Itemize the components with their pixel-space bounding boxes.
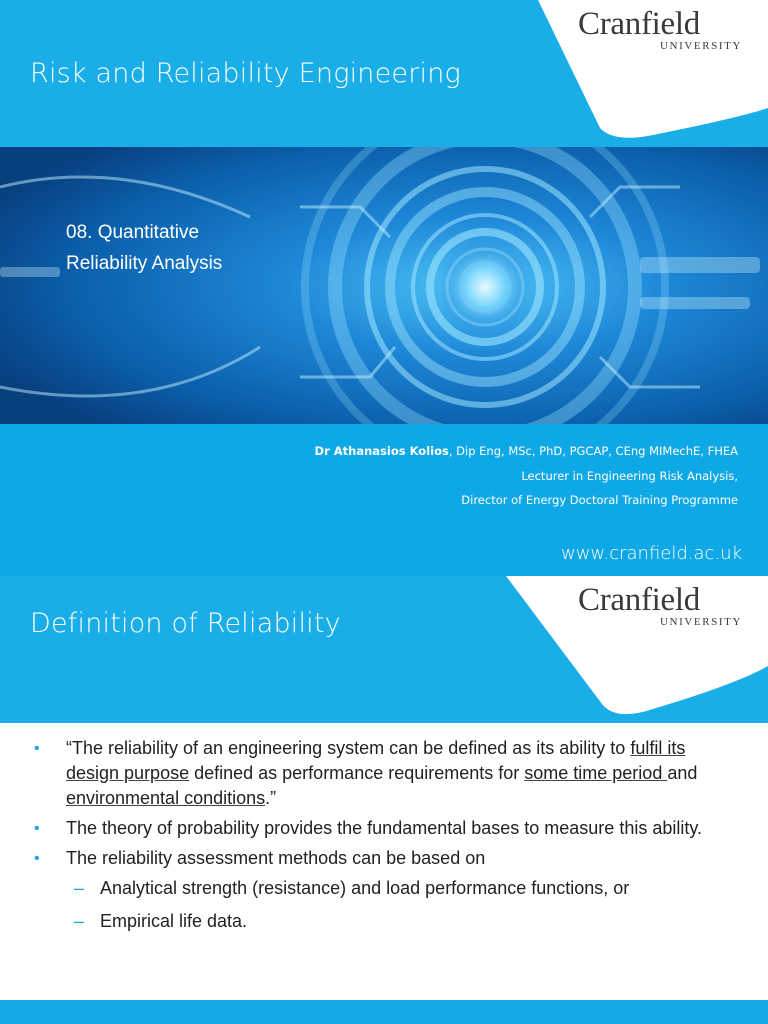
- hero-image: [0, 147, 768, 424]
- dash-icon: –: [74, 911, 85, 931]
- author-role-2: Director of Energy Doctoral Training Programme: [461, 493, 738, 507]
- author-line: [315, 444, 738, 458]
- bullet-icon: •: [34, 850, 40, 867]
- bullet-definition: • “The reliability of an engineering system can be defined as its ability to fulfil its design purpose defined as performance requirements for some time period and environmental conditions.”: [34, 738, 698, 808]
- author-credentials: , Dip Eng, MSc, PhD, PGCAP, CEng MIMechE, FHEA: [448, 444, 738, 458]
- bullet-probability: • The theory of probability provides the fundamental bases to measure this ability.: [34, 816, 740, 841]
- author-name: Dr Athanasios Kolios: [314, 444, 449, 458]
- bullet-list: [34, 736, 740, 942]
- footer-bar: [0, 1000, 768, 1024]
- bullet-methods: • The reliability assessment methods can be based on: [34, 846, 740, 871]
- sub-bullet-empirical: – Empirical life data.: [34, 909, 740, 934]
- tech-circle-illustration: [0, 147, 768, 424]
- bullet-icon: •: [34, 820, 40, 837]
- lecture-title: [66, 217, 222, 279]
- slide-title: Definition of Reliability: [30, 608, 341, 639]
- underlined-term: fulfil its design purpose: [66, 738, 686, 783]
- cranfield-logo: Cranfield: [578, 6, 700, 42]
- author-role-1: Lecturer in Engineering Risk Analysis,: [521, 469, 738, 483]
- lecture-title-line2: Reliability Analysis: [66, 253, 223, 274]
- university-wordmark: UNIVERSITY: [660, 40, 742, 52]
- slide-title: Risk and Reliability Engineering: [30, 58, 461, 89]
- underlined-term: environmental conditions: [66, 788, 266, 808]
- dash-icon: –: [74, 878, 85, 898]
- underlined-term: some time period: [524, 763, 668, 783]
- cranfield-logo: Cranfield: [578, 582, 700, 618]
- sub-bullet-analytical: – Analytical strength (resistance) and load performance functions, or: [34, 876, 740, 901]
- university-wordmark: UNIVERSITY: [660, 616, 742, 628]
- university-url[interactable]: www.cranfield.ac.uk: [560, 543, 742, 564]
- lecture-title-line1: 08. Quantitative: [66, 222, 200, 243]
- bullet-icon: •: [34, 740, 40, 757]
